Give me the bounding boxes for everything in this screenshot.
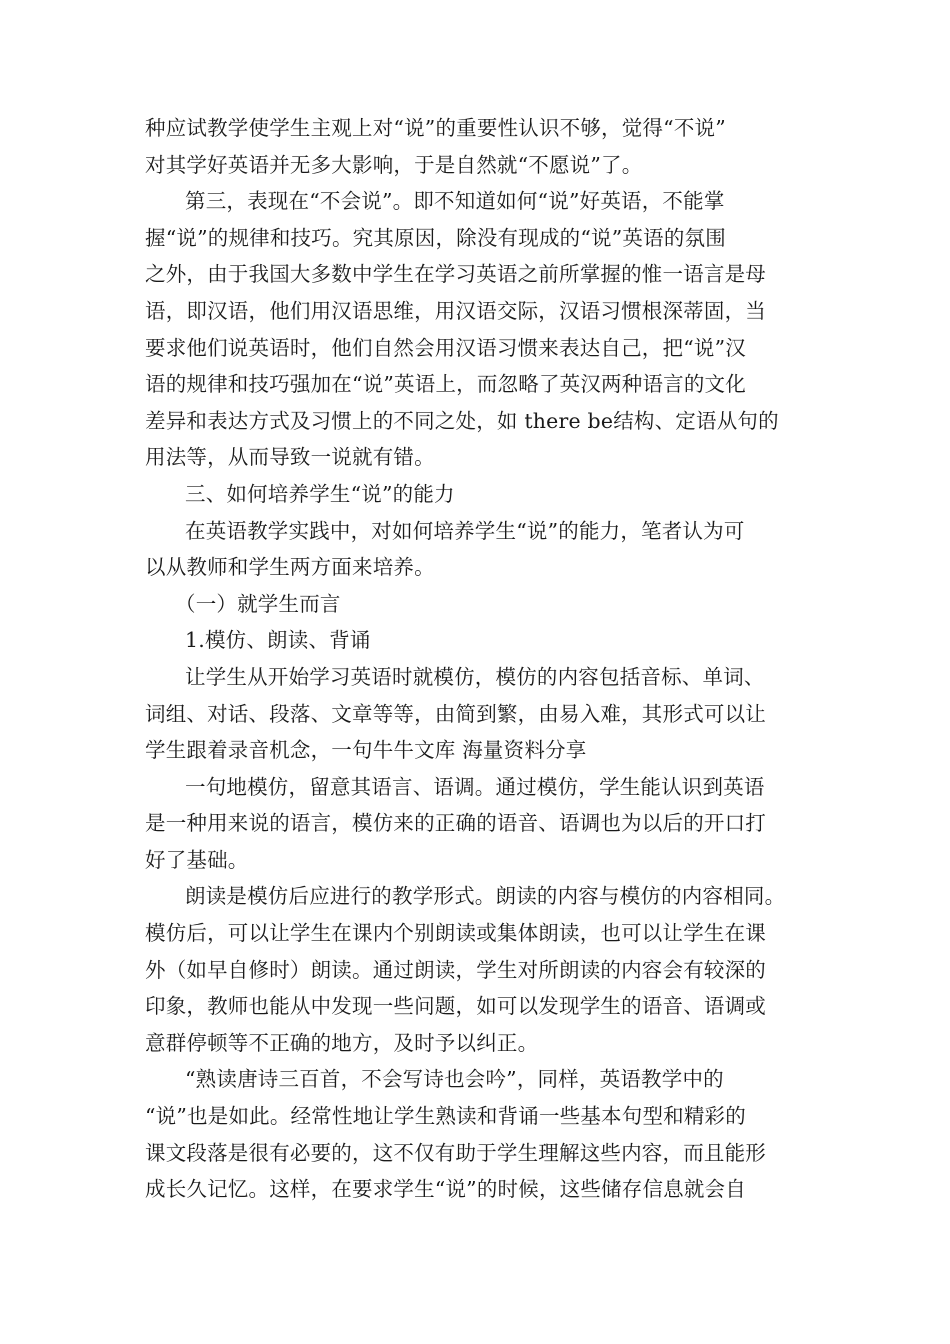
text-line: 在英语教学实践中，对如何培养学生“说”的能力，笔者认为可 [185,518,745,543]
text-line: 成长久记忆。这样，在要求学生“说”的时候，这些储存信息就会自 [145,1177,746,1202]
text-line: 印象，教师也能从中发现一些问题，如可以发现学生的语音、语调或 [145,994,766,1019]
text-line: 让学生从开始学习英语时就模仿，模仿的内容包括音标、单词、 [185,664,765,689]
text-line: “说”也是如此。经常性地让学生熟读和背诵一些基本句型和精彩的 [145,1104,746,1129]
text-line: “熟读唐诗三百首，不会写诗也会吟”，同样，英语教学中的 [185,1067,724,1092]
text-line: 第三，表现在“不会说”。即不知道如何“说”好英语，不能掌 [185,189,725,214]
item-heading: 1.模仿、朗读、背诵 [185,628,371,653]
text-line: 之外，由于我国大多数中学生在学习英语之前所掌握的惟一语言是母 [145,262,766,287]
text-line: 外（如早自修时）朗读。通过朗读，学生对所朗读的内容会有较深的 [145,957,766,982]
text-line: 一句地模仿，留意其语言、语调。通过模仿，学生能认识到英语 [185,774,765,799]
text-line: 语的规律和技巧强加在“说”英语上，而忽略了英汉两种语言的文化 [145,372,746,397]
text-line: 好了基础。 [145,847,249,872]
text-line: 朗读是模仿后应进行的教学形式。朗读的内容与模仿的内容相同。 [185,884,786,909]
text-line: 课文段落是很有必要的，这不仅有助于学生理解这些内容，而且能形 [145,1140,766,1165]
text-line: 种应试教学使学生主观上对“说”的重要性认识不够，觉得“不说” [145,116,726,140]
text-line: 意群停顿等不正确的地方，及时予以纠正。 [145,1030,539,1055]
text-line: 以从教师和学生两方面来培养。 [145,555,435,580]
text-line: 学生跟着录音机念，一句牛牛文库 海量资料分享 [145,738,587,763]
text-line: 差异和表达方式及习惯上的不同之处，如 there be结构、定语从句的 [145,408,779,433]
text-line: 语，即汉语，他们用汉语思维，用汉语交际，汉语习惯根深蒂固，当 [145,298,766,323]
text-line: 模仿后，可以让学生在课内个别朗读或集体朗读，也可以让学生在课 [145,921,766,946]
text-line: 要求他们说英语时，他们自然会用汉语习惯来表达自己，把“说”汉 [145,335,746,360]
section-heading: 三、如何培养学生“说”的能力 [185,481,455,506]
text-line: 是一种用来说的语言，模仿来的正确的语音、语调也为以后的开口打 [145,811,766,836]
text-line: 词组、对话、段落、文章等等，由简到繁，由易入难，其形式可以让 [145,701,766,726]
text-line: 用法等，从而导致一说就有错。 [145,445,435,470]
text-line: 握“说”的规律和技巧。究其原因，除没有现成的“说”英语的氛围 [145,225,726,250]
text-line: 对其学好英语并无多大影响，于是自然就“不愿说”了。 [145,152,643,177]
document-body [145,110,810,1208]
subsection-heading: （一）就学生而言 [175,591,341,616]
